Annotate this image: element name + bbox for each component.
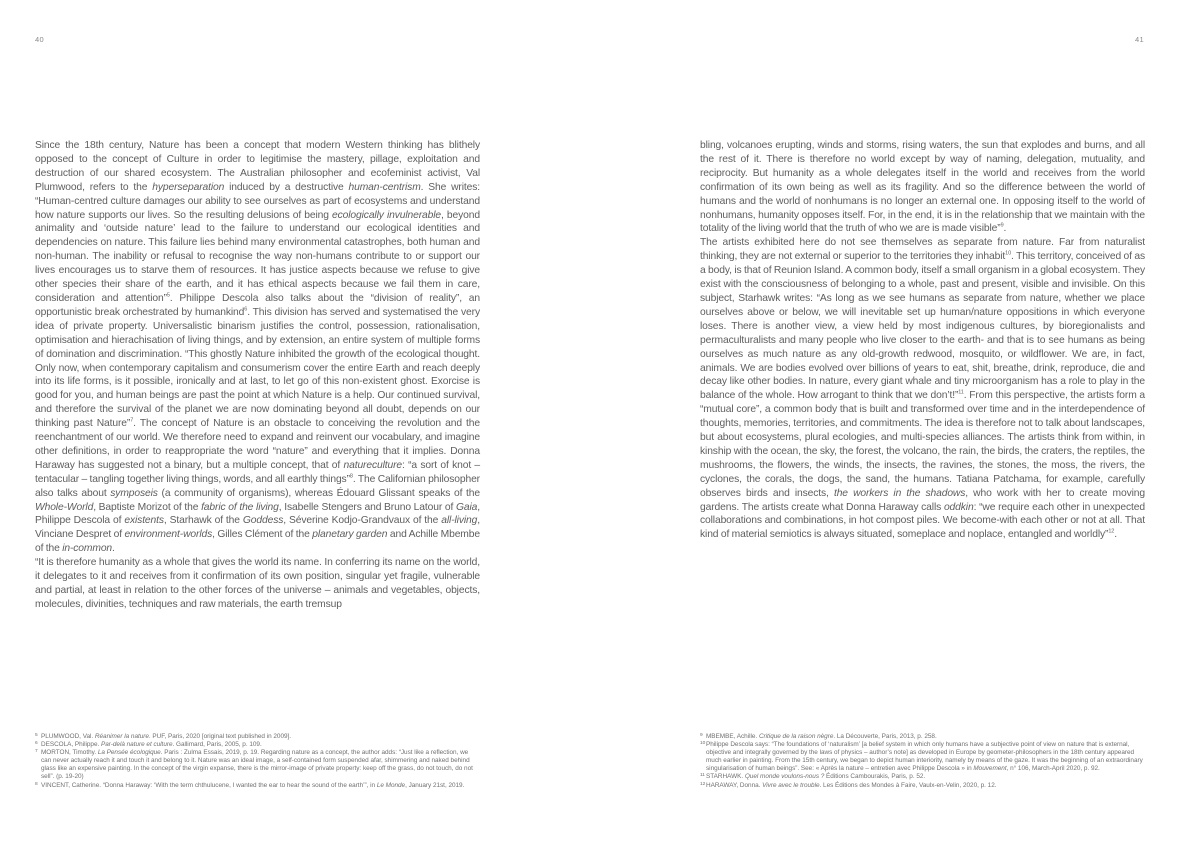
footnote-number: 7 <box>35 749 38 755</box>
text-run: MBEMBE, Achille. <box>706 733 759 740</box>
italic-text: the workers in the shadows <box>833 487 966 499</box>
body-paragraph <box>700 236 1145 542</box>
footnote-text <box>41 741 480 749</box>
footnote <box>700 741 1145 773</box>
page-number-left: 40 <box>35 35 44 44</box>
text-run: Éditions Cambourakis, Paris, p. 52. <box>824 773 926 781</box>
text-run: , Philippe Descola of <box>35 501 480 527</box>
italic-text: existents <box>124 515 164 527</box>
text-run: HARAWAY, Donna. <box>706 781 763 789</box>
text-run: . La Découverte, Paris, 2013, p. 258. <box>833 733 937 740</box>
italic-text: Gaia <box>455 501 478 513</box>
footnote-number: 6 <box>35 741 38 747</box>
note-reference: 9 <box>1000 223 1004 230</box>
text-run: PLUMWOOD, Val. <box>41 733 95 740</box>
footnote <box>35 749 480 781</box>
text-run: . She writes: “Human-centred culture damages our ability to see ourselves as part of ecosystems and understand how nature supports our lives. So the resulting delusions of being <box>35 181 480 221</box>
italic-text: Goddess <box>242 515 284 527</box>
footnote-number: 5 <box>35 733 38 738</box>
right-footnotes <box>700 733 1145 790</box>
italic-text: human-centrism <box>348 181 421 193</box>
text-run: , Baptiste Morizot of the <box>93 501 202 513</box>
italic-text: hyperseparation <box>152 181 225 193</box>
text-run: : “we require each other in unexpected collaborations and combinations, in hot compost piles. We become-with each other or not at all. That kind of material semiotics is always situated, someplace and noplace, entangled and worldly” <box>700 501 1146 541</box>
text-run: . <box>1114 529 1117 541</box>
footnote <box>35 782 480 790</box>
right-body-text <box>700 139 1145 542</box>
italic-text: in-common <box>62 543 113 555</box>
text-run: (a community of organisms), whereas Édouard Glissant speaks of the <box>157 487 480 499</box>
text-run: induced by a destructive <box>224 181 349 193</box>
italic-text: Réanimer la nature <box>94 733 149 740</box>
text-run: Since the 18th century, Nature has been a concept that modern Western thinking has blithely opposed to the concept of Culture in order to legitimise the mastery, pillage, exploitation and destruction of our shared ecosystem. The Australian philosopher and ecofeminist activist, Val Plumwood, refers to the <box>35 140 480 193</box>
footnote-number: 11 <box>700 773 705 779</box>
italic-text: La Pensée écologique <box>97 749 161 757</box>
text-run: . <box>112 543 115 555</box>
text-run: VINCENT, Catherine. “Donna Haraway: ‘With the term chthulucene, I wanted the ear to hear the sound of the earth’”, in <box>41 781 377 789</box>
italic-text: planetary garden <box>312 529 388 541</box>
footnote <box>35 741 480 749</box>
text-run: . The Californian philosopher also talks about <box>35 473 480 499</box>
text-run: The artists exhibited here do not see themselves as separate from nature. Far from naturalist thinking, they are not external or superior to the territories they inhabit <box>700 237 1145 263</box>
italic-text: oddkin <box>943 501 974 513</box>
italic-text: all-living <box>441 515 478 527</box>
footnote-text <box>706 782 1145 790</box>
body-paragraph <box>35 139 480 556</box>
footnote <box>700 733 1145 741</box>
italic-text: ecologically invulnerable <box>332 209 442 221</box>
left-page <box>0 0 589 858</box>
italic-text: Mouvement <box>973 765 1007 773</box>
text-run: , Séverine Kodjo-Grandvaux of the <box>283 515 442 527</box>
italic-text: Le Monde <box>376 781 406 789</box>
note-reference: 6 <box>244 306 248 313</box>
text-run: bling, volcanoes erupting, winds and storms, rising waters, the sun that explodes and burns, and all the rest of it. There is therefore no world except by way of naming, delegation, mutuality, and reciprocity. But humanity as a whole delegates itself in the world and receives from the world confirmation of its own being as well as its fragility. And so the difference between the world of humans and the world of nonhumans is no longer an external one. In opposing itself to the world of nonhumans, humanity opposes itself. For, in the end, it is in the relationship that we maintain with the totality of the living world that the truth of who we are is made visible” <box>700 140 1145 235</box>
left-body-text <box>35 139 480 612</box>
text-run: , n° 106, March-April 2020, p. 92. <box>1006 765 1100 773</box>
text-run: . The concept of Nature is an obstacle to conceiving the revolution and the reenchantment of our world. We therefore need to expand and reinvent our vocabulary, and imagine other definitions, in order to reappropriate the word “nature” and everything that it implies. Donna Haraway has suggested not a binary, but a multiple concept, that of <box>35 418 480 471</box>
italic-text: Whole-World <box>35 501 94 513</box>
text-run: STARHAWK. <box>706 773 745 781</box>
left-footnotes <box>35 733 480 790</box>
text-run: , who work with her to create moving gardens. The artists create what Donna Haraway calls <box>700 487 1145 513</box>
text-run: “It is therefore humanity as a whole that gives the world its name. In conferring its name on the world, it delegates to it and receives from it confirmation of its own position, singular yet fragile, vulnerable and partial, at least in relation to the other forces of the universe – animals and vegetables, objects, molecules, divinities, techniques and raw materials, the earth tremsup <box>35 557 480 610</box>
footnote-text <box>706 741 1145 773</box>
text-run: : “a sort of knot – tentacular – tangling together living things, words, and all earthly things” <box>35 459 480 485</box>
note-reference: 7 <box>130 417 134 424</box>
footnote-text <box>41 782 480 790</box>
text-run: . This territory, conceived of as a body, is that of Reunion Island. A common body, itself a small organism in a global ecosystem. They exist with the consciousness of belonging to a whole, past and present, visible and invisible. On this subject, Starhawk writes: “As long as we see humans as separate from nature, whether we place ourselves above or below, we will inevitable set up human/nature oppositions in which everyone loses. There is another view, a view held by most indigenous cultures, by bioregionalists and permaculturalists and many people who live closer to the earth- and that is to see humans as being ourselves as much nature as any old-growth redwood, mosquito, or wildflower. We are, in fact, animals. We are bodies evolved over billions of years to eat, shit, breathe, drink, reproduce, die and decay like other bodies. In nature, every giant whale and tiny microorganism has a role to play in the balance of the whole. How arrogant to think that we don’t!” <box>700 251 1146 402</box>
right-page <box>590 0 1179 858</box>
note-reference: 5 <box>166 292 170 299</box>
footnote-text <box>41 749 480 781</box>
text-run: . <box>1003 223 1007 235</box>
text-run: . Gallimard, Paris, 2005, p. 109. <box>172 741 262 749</box>
italic-text: environment-worlds <box>124 529 213 541</box>
page-number-right: 41 <box>1135 35 1144 44</box>
footnote-number: 9 <box>700 733 703 738</box>
text-run: DESCOLA, Philippe. <box>41 741 102 749</box>
footnote <box>35 733 480 741</box>
text-run: , Vinciane Despret of <box>35 515 480 541</box>
note-reference: 8 <box>349 473 353 480</box>
text-run: and Achille Mbembe of the <box>35 529 480 555</box>
footnote-text <box>706 773 1145 781</box>
footnote-number: 12 <box>700 781 706 787</box>
italic-text: Par-delà nature et culture <box>101 741 173 749</box>
text-run: . Les Éditions des Mondes à Faire, Vaulx-en-Velin, 2020, p. 12. <box>819 781 997 789</box>
text-run: . Paris : Zulma Essais, 2019, p. 19. Regarding nature as a concept, the author adds: “Just like a reflection, we can never actually reach it and touch it and belong to it. Nature was an ideal image, a self-contained form suspended afar, shimmering and naked behind glass like an expensive painting. In the concept of the virgin expanse, there is the mirror-image of private property: keep off the grass, do not touch, do not sell”. (p. 19-20) <box>41 749 473 781</box>
text-run: , Isabelle Stengers and Bruno Latour of <box>278 501 456 513</box>
italic-text: Quel monde voulons-nous ? <box>744 773 825 781</box>
italic-text: Vivre avec le trouble <box>762 781 820 789</box>
footnote-text <box>41 733 480 741</box>
text-run: , beyond animality and ‘outside nature’ lead to the failure to understand our ecological identities and dependencies on nature. This failure lies behind many environmental catastrophes, both human and non-human. The inability or refusal to recognise the way non-humans contribute to or support our lives encourages us to starve them of resources. It has justice aspects because we refuse to give other species their share of the earth, and it has ethical aspects because we fail them in care, consideration and attention” <box>35 209 480 304</box>
text-run: MORTON, Timothy. <box>41 749 98 757</box>
footnote <box>700 773 1145 781</box>
note-reference: 11 <box>958 389 964 396</box>
text-run: . Philippe Descola also talks about the “division of reality”, an opportunistic break orchestrated by humankind <box>35 292 480 318</box>
note-reference: 12 <box>1108 528 1115 535</box>
footnote-number: 8 <box>35 781 38 787</box>
text-run: . This division has served and systematised the very idea of private property. Universalistic binarism justifies the control, possession, rationalisation, optimisation and hierachisation of living things, and by extension, an entire system of multiple forms of domination and discrimination. “This ghostly Nature inhibited the growth of the ecological thought. Only now, when contemporary capitalism and consumerism cover the entire Earth and reach deeply into its life forms, is it possible, ironically and at last, to let go of this non-existent ghost. Exorcise is good for you, and human beings are past the point at which Nature is a help. Our continued survival, and therefore the survival of the planet we are now dominating beyond all doubt, depends on our thinking past Nature” <box>35 306 480 430</box>
body-paragraph <box>35 556 480 612</box>
text-run: Philippe Descola says: “The foundations of ‘naturalism’ [a belief system in which only humans have a subjective point of view on nature that is external, objective and integrally governed by the laws of physics – author’s note] as developed in Europe by geometer-philosophers in the 18th century appeared much earlier in painting. From the 15th century, we began to depict human interiority, namely by means of the gaze. It was the beginning of an extraordinary singularisation of human beings”. See: « Après la nature – entretien avec Philippe Descola » in <box>706 741 1143 773</box>
footnote-text <box>706 733 1145 741</box>
text-run: , Starhawk of the <box>163 515 243 527</box>
italic-text: natureculture <box>343 459 403 471</box>
italic-text: symposeis <box>110 487 158 499</box>
text-run: . From this perspective, the artists form a “mutual core”, a common body that is built and transformed over time and in the interdependence of thoughts, memories, territories, and commitments. The idea is therefore not to talk about landscapes, but about ecosystems, plural ecologies, and multi-species alliances. The artists think from within, in kinship with the ocean, the sky, the forest, the volcano, the rain, the birds, the craters, the reptiles, the mushrooms, the flowers, the winds, the insects, the ravines, the stones, the moss, the rivers, the cyclones, the corals, the dogs, the sand, the humans. Tatiana Patchama, for example, carefully observes birds and insects, <box>700 390 1145 499</box>
body-paragraph <box>700 139 1145 236</box>
text-run: . PUF, Paris, 2020 [original text published in 2009]. <box>148 733 292 740</box>
note-reference: 10 <box>1005 250 1012 257</box>
text-run: , Gilles Clément of the <box>212 529 313 541</box>
text-run: , January 21st, 2019. <box>405 781 465 789</box>
footnote-number: 10 <box>700 741 706 747</box>
footnote <box>700 782 1145 790</box>
italic-text: fabric of the living <box>201 501 279 513</box>
italic-text: Critique de la raison nègre <box>758 733 834 740</box>
